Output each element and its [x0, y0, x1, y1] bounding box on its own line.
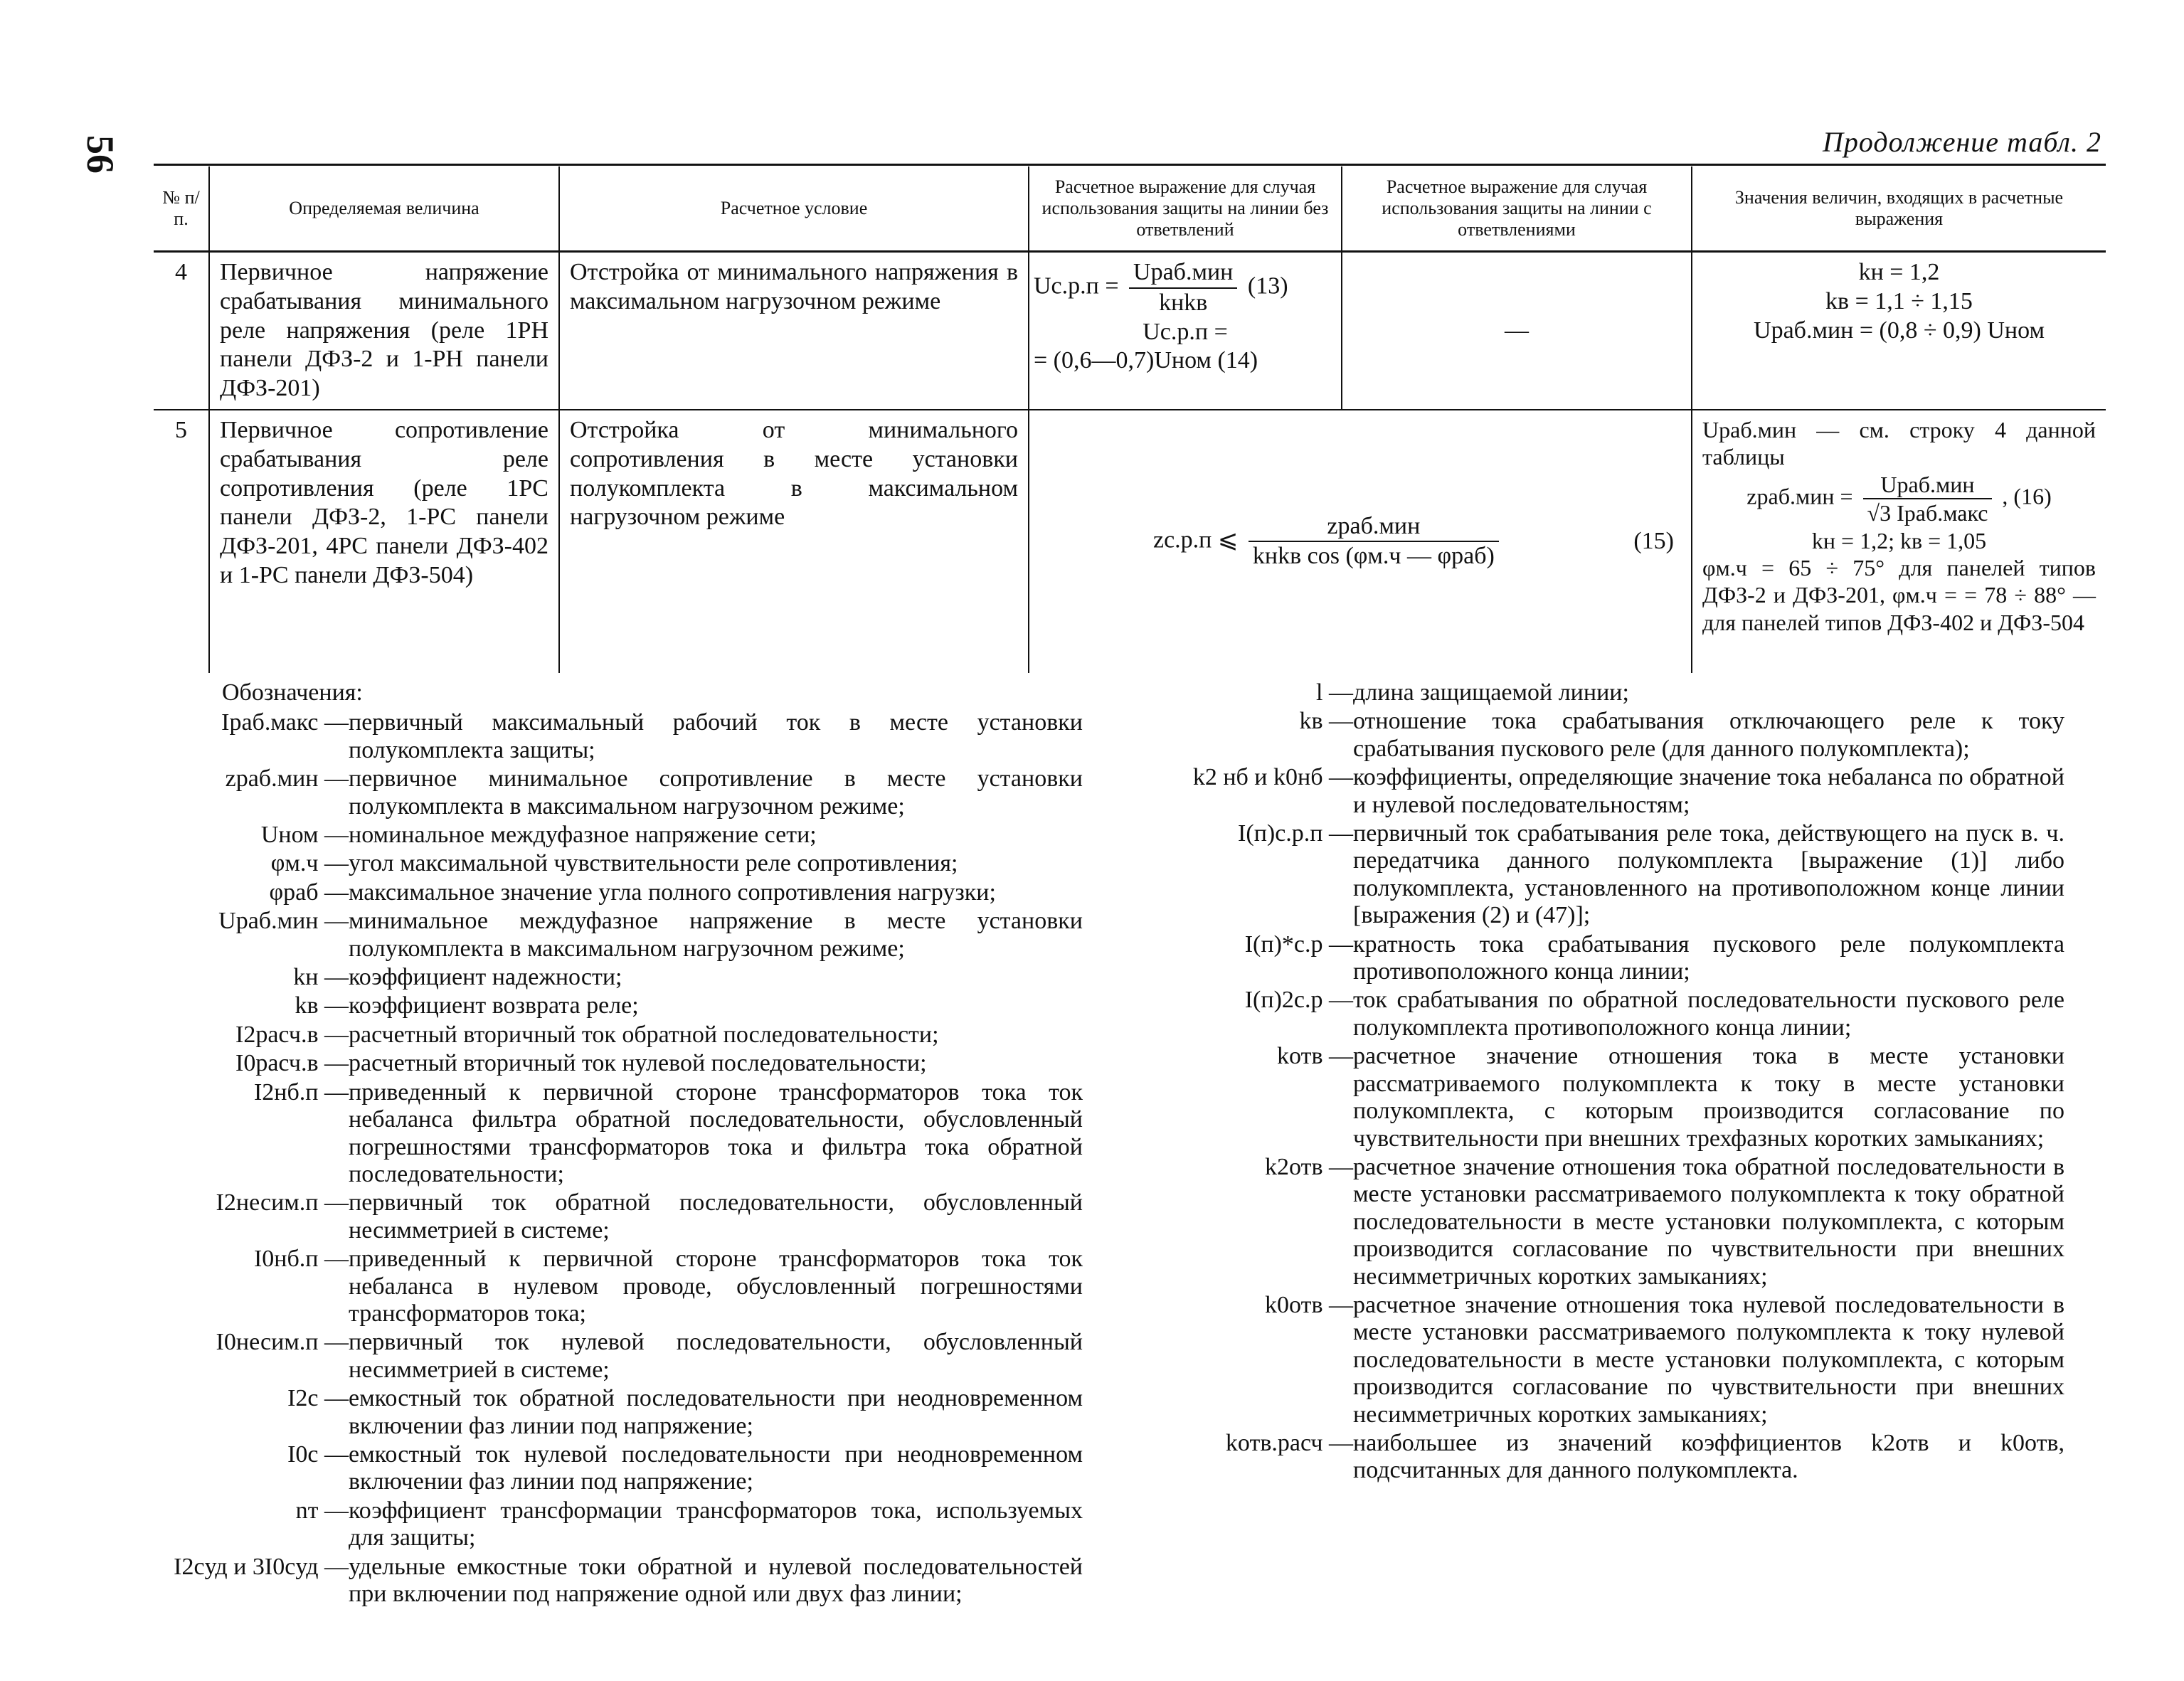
notation-symbol: I(п)2с.р —	[1244, 987, 1353, 1014]
header-expr-no-branch: Расчетное выражение для случая использования защиты на линии без ответвлений	[1029, 166, 1342, 252]
formula-14-line: = (0,6—0,7)Uном	[1034, 347, 1212, 374]
page-number: 56	[79, 135, 122, 174]
notation-text: кратность тока срабатывания пускового реле полукомплекта противоположного конца линии;	[1353, 930, 2064, 985]
notation-text: первичный ток нулевой последовательности, обусловленный несимметрией в системе;	[349, 1329, 1083, 1383]
row-num: 4	[175, 259, 187, 285]
value-line: Uраб.мин — см. строку 4 данной таблицы	[1702, 416, 2096, 470]
row-expr-no-branch	[1029, 252, 1342, 410]
notation-text: расчетное значение отношения тока обратной последовательности в месте установки рассматриваемого полукомплекта к току обратной последовательности в месте установки полукомплекта, с которым производится согласование по чувствительности при внешних несимметричных коротких замыканиях;	[1353, 1153, 2064, 1290]
notation-symbol: I2несим.п —	[216, 1189, 349, 1216]
notation-label: Обозначения:	[222, 679, 363, 706]
notation-text: расчетный вторичный ток нулевой последовательности;	[349, 1050, 927, 1077]
notation-text: коэффициент трансформации трансформаторов тока, используемых для защиты;	[349, 1497, 1083, 1552]
notation-item	[158, 1079, 1083, 1189]
notation-symbol: I2c —	[287, 1385, 349, 1412]
notation-item	[158, 964, 1083, 991]
notation-text: длина защищаемой линии;	[1353, 679, 1629, 706]
notation-text: первичный ток срабатывания реле тока, действующего на пуск в. ч. передатчика данного полукомплекта [выражение (1)] либо полукомплекта, установленного на противоположном конце линии [выражения (2) и (47)];	[1353, 820, 2064, 929]
notation-item	[158, 1385, 1083, 1440]
formula-16-denominator: √3 Iраб.макс	[1867, 500, 1988, 526]
notation-symbol: I0несим.п —	[216, 1329, 349, 1356]
notation-left-column	[158, 679, 1083, 1609]
notation-text: расчетное значение отношения тока в месте установки рассматриваемого полукомплекта к току в месте установки полукомплекта, с которым производится согласование по чувствительности при внешних трехфазных коротких замыканиях;	[1353, 1043, 2064, 1152]
notation-item	[1167, 1292, 2064, 1428]
notation-text: удельные емкостные токи обратной и нулевой последовательностей при включении под напряжение одной или двух фаз линии;	[349, 1553, 1083, 1607]
row-num: 5	[154, 410, 209, 673]
notation-symbol: l —	[1316, 679, 1353, 706]
formula-15-fraction	[1249, 512, 1499, 572]
notation-symbol: Uраб.мин —	[218, 908, 349, 935]
table-row	[154, 410, 2106, 673]
notation-symbol: φраб —	[269, 879, 349, 906]
notation-item	[1167, 1043, 2064, 1152]
row-quantity: Первичное напряжение срабатывания минимального реле напряжения (реле 1РН панели ДФЗ-2 и 1-РН панели ДФЗ-201)	[209, 252, 559, 410]
notation-text: номинальное междуфазное напряжение сети;	[349, 822, 817, 849]
notation-item	[1167, 931, 2064, 986]
notation-item	[158, 1329, 1083, 1384]
notation-symbol: kв —	[295, 992, 349, 1019]
notation-symbol: k2 нб и k0нб —	[1192, 764, 1353, 791]
formula-15-denominator: kнkв cos (φм.ч — φраб)	[1252, 543, 1495, 570]
formula-16-lhs: zраб.мин =	[1746, 483, 1853, 509]
formula-15-numerator: zраб.мин	[1249, 512, 1499, 543]
notation-text: приведенный к первичной стороне трансформаторов тока ток небаланса в нулевом проводе, обусловленный погрешностями трансформаторов тока;	[349, 1246, 1083, 1327]
table-continuation-label: Продолжение табл. 2	[1822, 126, 2101, 158]
header-quantity: Определяемая величина	[209, 166, 559, 252]
notation-text: первичный ток обратной последовательности, обусловленный несимметрией в системе;	[349, 1189, 1083, 1243]
notation-item	[158, 850, 1083, 877]
row-condition: Отстройка от минимального напряжения в максимальном нагрузочном режиме	[559, 252, 1029, 410]
notation-text: расчетный вторичный ток обратной последовательности;	[349, 1021, 939, 1048]
row-values	[1692, 410, 2106, 673]
notation-text: первичное минимальное сопротивление в месте установки полукомплекта в максимальном нагрузочном режиме;	[349, 765, 1083, 820]
formula-13-denominator: kнkв	[1159, 289, 1208, 316]
notation-symbol: I(п)*с.р —	[1244, 930, 1353, 958]
notation-text: расчетное значение отношения тока нулевой последовательности в месте установки рассматриваемого полукомплекта к току нулевой последовательности в месте установки полукомплекта, с которым производится согласование по чувствительности при внешних несимметричных коротких замыканиях;	[1353, 1291, 2064, 1428]
notation-item	[1167, 1430, 2064, 1485]
notation-symbol: I2расч.в —	[235, 1021, 349, 1048]
notation-item	[1167, 987, 2064, 1041]
notation-item	[158, 1022, 1083, 1049]
notation-symbol: I0расч.в —	[235, 1050, 349, 1077]
notation-text: отношение тока срабатывания отключающего реле к току срабатывания пускового реле (для данного полукомплекта);	[1353, 708, 2064, 762]
notation-symbol: kв —	[1299, 708, 1353, 735]
value-line: kн = 1,2; kв = 1,05	[1811, 527, 1987, 553]
notation-symbol: φм.ч —	[270, 850, 349, 877]
notation-item	[1167, 679, 2064, 706]
notation-symbol: I2cуд и 3I0cуд —	[174, 1553, 349, 1580]
notation-item	[158, 1497, 1083, 1552]
notation-item	[158, 879, 1083, 906]
notation-item	[158, 992, 1083, 1019]
formula-15-lhs: zс.р.п ⩽	[1153, 526, 1239, 553]
notation-text: первичный максимальный рабочий ток в месте установки полукомплекта защиты;	[349, 709, 1083, 763]
formula-15-tag: (15)	[1633, 528, 1674, 555]
notation-symbol: I2нб.п —	[253, 1078, 349, 1105]
notation-item	[158, 822, 1083, 849]
formula-13-lhs: Uс.р.п =	[1034, 272, 1119, 299]
header-values: Значения величин, входящих в расчетные выражения	[1692, 166, 2106, 252]
formula-13-tag: (13)	[1247, 272, 1288, 299]
notation-text: ток срабатывания по обратной последовательности пускового реле полукомплекта противоположного конца линии;	[1353, 987, 2064, 1041]
value-line: φм.ч = 65 ÷ 75° для панелей типов ДФЗ-2 и ДФЗ-201, φм.ч = = 78 ÷ 88° — для панелей типов ДФЗ-402 и ДФЗ-504	[1702, 554, 2096, 635]
notation-item	[1167, 1154, 2064, 1290]
notation-symbol: k2отв —	[1265, 1153, 1353, 1180]
notation-item	[158, 1246, 1083, 1327]
notation-item	[1167, 820, 2064, 930]
notation-item	[1167, 708, 2064, 763]
notation-symbol: I0c —	[287, 1441, 349, 1468]
notation-item	[158, 709, 1083, 764]
notation-text: коэффициент возврата реле;	[349, 992, 639, 1019]
notation-symbol: nт —	[295, 1497, 349, 1524]
notation-symbol: Iраб.макс —	[221, 709, 349, 736]
row-condition: Отстройка от минимального сопротивления в месте установки полукомплекта в максимальном нагрузочном режиме	[559, 410, 1029, 673]
notation-symbol: kотв —	[1277, 1043, 1353, 1070]
row-quantity: Первичное сопротивление срабатывания реле сопротивления (реле 1PC панели ДФЗ-2, 1-PC панели ДФЗ-201, 4PC панели ДФЗ-402 и 1-PC панели ДФЗ-504)	[209, 410, 559, 673]
notation-symbol: I0нб.п —	[253, 1246, 349, 1273]
table-header-row	[154, 166, 2106, 252]
notation-symbol: kотв.расч —	[1225, 1429, 1353, 1456]
formula-16-fraction	[1863, 471, 1993, 527]
row-values	[1692, 252, 2106, 410]
notation-symbol: zраб.мин —	[225, 765, 349, 792]
notation-text: угол максимальной чувствительности реле сопротивления;	[349, 850, 958, 877]
notation-symbol: k0отв —	[1265, 1291, 1353, 1318]
notation-text: максимальное значение угла полного сопротивления нагрузки;	[349, 879, 996, 906]
formula-16-tag: , (16)	[2002, 483, 2052, 509]
notation-text: коэффициент надежности;	[349, 964, 622, 991]
notation-item	[158, 765, 1083, 820]
value-line: kн = 1,2	[1858, 259, 1940, 285]
calculation-table	[154, 166, 2106, 673]
formula-14-tag: (14)	[1217, 347, 1258, 374]
notation-text: наибольшее из значений коэффициентов k2отв и k0отв, подсчитанных для данного полукомплекта.	[1353, 1429, 2064, 1484]
notation-item	[158, 908, 1083, 963]
header-num: № п/п.	[154, 166, 209, 252]
notation-item	[158, 1189, 1083, 1244]
notation-item	[158, 1554, 1083, 1608]
header-condition: Расчетное условие	[559, 166, 1029, 252]
table-row	[154, 252, 2106, 410]
header-expr-branch: Расчетное выражение для случая использования защиты на линии с ответвлениями	[1342, 166, 1692, 252]
notation-item	[158, 1050, 1083, 1077]
formula-16-numerator: Uраб.мин	[1863, 471, 1993, 499]
formula-14-lhs: Uс.р.п =	[1143, 318, 1228, 345]
notation-text: коэффициенты, определяющие значение тока небаланса по обратной и нулевой последовательностям;	[1353, 764, 2064, 818]
notation-item	[158, 1441, 1083, 1496]
formula-13-fraction	[1129, 258, 1237, 318]
table-top-rule	[154, 164, 2106, 166]
notation-text: емкостный ток обратной последовательности при неодновременном включении фаз линии под напряжение;	[349, 1385, 1083, 1439]
formula-13-numerator: Uраб.мин	[1129, 258, 1237, 289]
notation-symbol: kн —	[293, 964, 349, 991]
value-line: Uраб.мин = (0,8 ÷ 0,9) Uном	[1754, 317, 2045, 344]
value-line: kв = 1,1 ÷ 1,15	[1825, 287, 1973, 314]
notation-item	[1167, 764, 2064, 819]
notation-text: приведенный к первичной стороне трансформаторов тока ток небаланса фильтра обратной последовательности, обусловленный погрешностями трансформаторов тока и фильтра тока обратной последовательности;	[349, 1078, 1083, 1187]
row-expr-merged	[1029, 410, 1692, 673]
notation-text: емкостный ток нулевой последовательности при неодновременном включении фаз линии под напряжение;	[349, 1441, 1083, 1495]
notation-symbol: I(п)с.р.п —	[1238, 820, 1353, 847]
notation-text: минимальное междуфазное напряжение в месте установки полукомплекта в максимальном нагрузочном режиме;	[349, 908, 1083, 962]
notation-symbol: Uном —	[260, 822, 349, 849]
notation-right-column	[1167, 679, 2064, 1486]
row-expr-branch: —	[1342, 252, 1692, 410]
